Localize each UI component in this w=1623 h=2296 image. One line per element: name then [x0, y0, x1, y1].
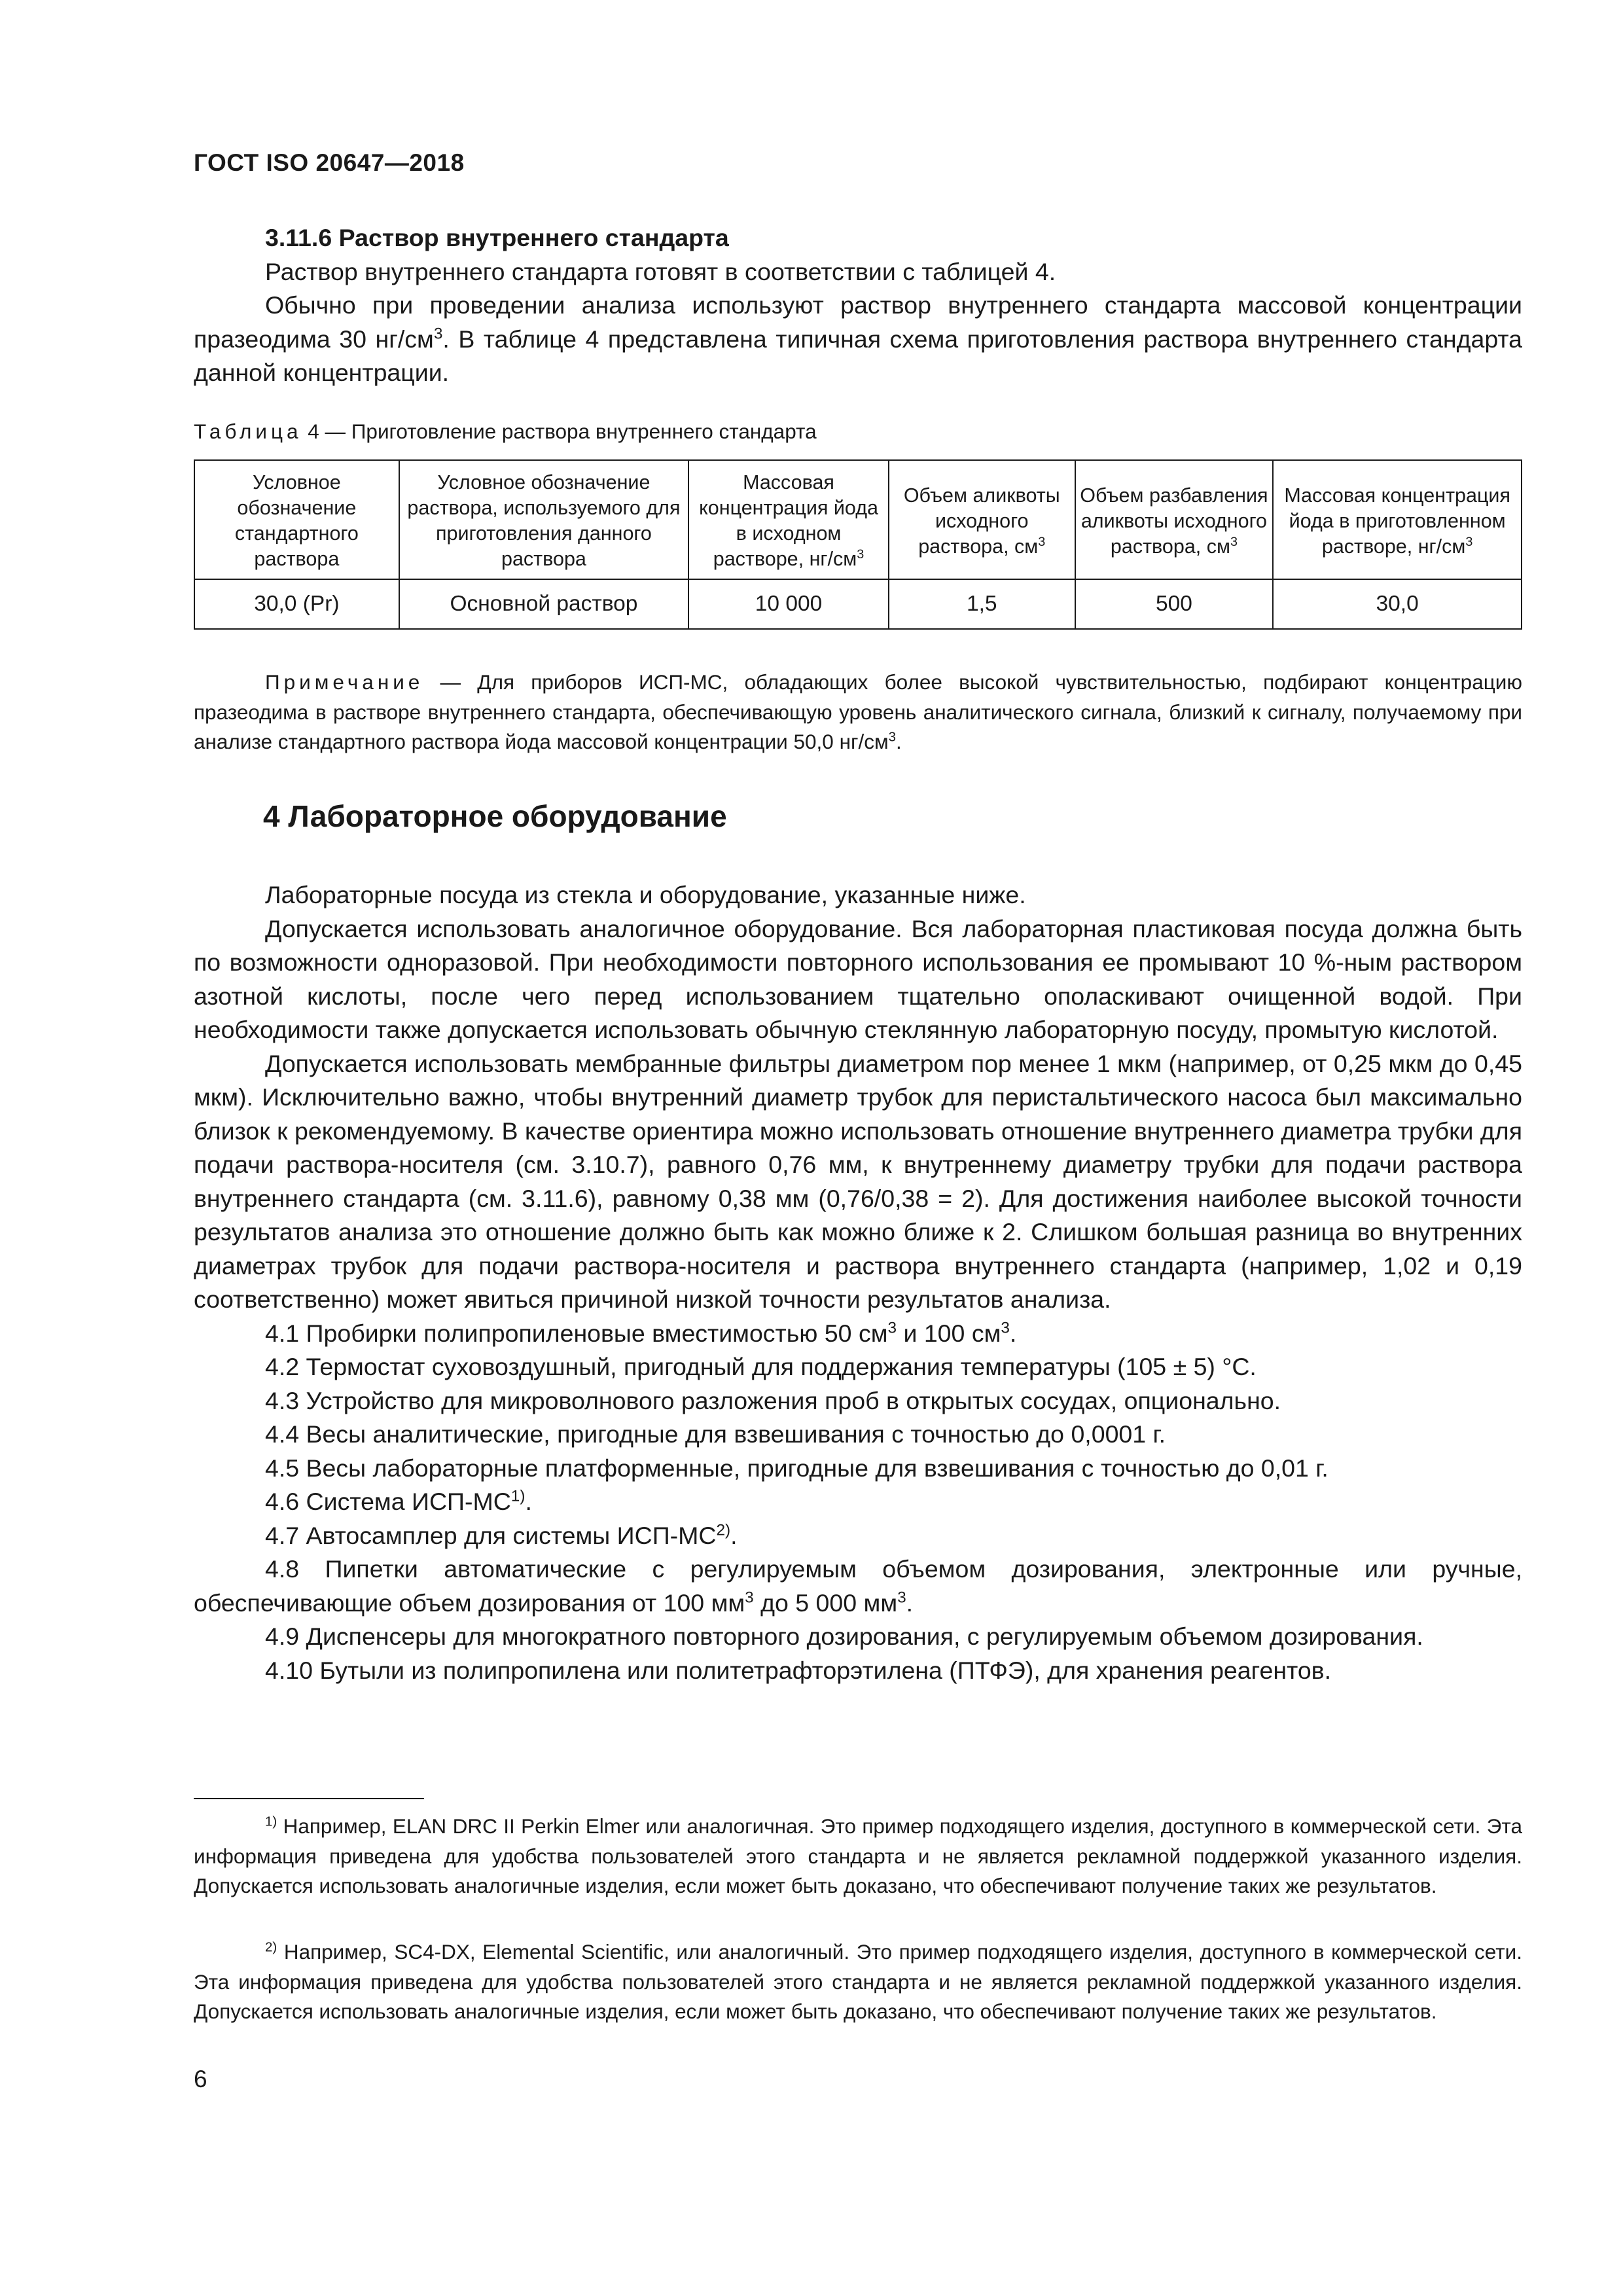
footnote-mark: 1): [265, 1814, 277, 1829]
column-header: Массовая концентрация йода в исходном растворе, $нг/см^3$: [688, 460, 889, 579]
paragraph: Допускается использовать мембранные фильтры диаметром пор менее 1 мкм (например, от 0,25 мкм до 0,45 мкм). Исключительно важно, чтобы внутренний диаметр трубок для перистальтического насоса был максимально близок к рекомендуемому. В качестве ориентира можно использовать отношение внутреннего диаметра трубки для подачи раствора-носителя (см. 3.10.7), равного 0,76 мм, к внутреннему диаметру трубки для подачи раствора внутреннего стандарта (см. 3.11.6), равному 0,38 мм (0,76/0,38 = 2). Для достижения наиболее высокой точности результатов анализа это отношение должно быть как можно ближе к 2. Слишком большая разница во внутренних диаметрах трубок для подачи раствора-носителя и раствора внутреннего стандарта (например, 1,02 и 0,19 соответственно) может явиться причиной низкой точности результатов анализа.: [194, 1049, 1522, 1313]
list-item: 4.1 Пробирки полипропиленовые вместимостью 50 $см^3$ и 100 $см^3$.: [265, 1319, 1017, 1347]
table-note: Примечание — Для приборов ИСП-МС, обладающих более высокой чувствительностью, подбирают концентрацию празеодима в растворе внутреннего стандарта, обеспечивающую уровень аналитического сигнала, близкий к сигналу, получаемому при анализе стандартного раствора йода массовой концентрации 50,0 $нг/см^3$.: [194, 670, 1522, 753]
list-item: 4.3 Устройство для микроволнового разложения проб в открытых сосудах, опционально.: [265, 1386, 1281, 1414]
section-4-body: [194, 878, 1522, 1687]
paragraph: Допускается использовать аналогичное оборудование. Вся лабораторная пластиковая посуда должна быть по возможности одноразовой. При необходимости повторного использования ее промывают 10 %-ным раствором азотной кислоты, после чего перед использованием тщательно ополаскивают очищенной водой. При необходимости также допускается использовать обычную стеклянную лабораторную посуду, промытую кислотой.: [194, 914, 1522, 1043]
paragraph: Раствор внутреннего стандарта готовят в соответствии с таблицей 4.: [265, 257, 1056, 285]
document-page: [194, 0, 1522, 2296]
footnote-ref[interactable]: 2): [716, 1521, 731, 1539]
section-heading: 4 Лабораторное оборудование: [263, 799, 727, 833]
table-caption: Таблица 4 — Приготовление раствора внутреннего стандарта: [194, 420, 817, 443]
list-item: 4.9 Диспенсеры для многократного повторного дозирования, с регулируемым объемом дозирования.: [265, 1623, 1423, 1650]
list-item: 4.4 Весы аналитические, пригодные для взвешивания с точностью до 0,0001 г.: [265, 1420, 1166, 1448]
paragraph: Обычно при проведении анализа используют раствор внутреннего стандарта массовой концентрации празеодима 30 $нг/см^3$. В таблице 4 представлена типичная схема приготовления раствора внутреннего стандарта данной концентрации.: [194, 291, 1523, 386]
footnote: $^{1)}$ Например, ELAN DRC II Perkin Elmer или аналогичная. Это пример подходящего изделия, доступного в коммерческой сети. Эта информация приведена для удобства пользователей этого стандарта и не является рекламной поддержкой указанного изделия. Допускается использовать аналогичные изделия, если может быть доказано, что обеспечивают получение таких же результатов.: [194, 1814, 1522, 1897]
section-title: 3.11.6 Раствор внутреннего стандарта: [265, 224, 729, 251]
column-header: Массовая концентрация йода в приготовленном растворе, $нг/см^3$: [1273, 460, 1522, 579]
footnote-ref[interactable]: 1): [510, 1487, 526, 1505]
table-cell: 500: [1075, 579, 1274, 629]
table-cell: Основной раствор: [399, 579, 688, 629]
list-item: 4.5 Весы лабораторные платформенные, пригодные для взвешивания с точностью до 0,01 г.: [265, 1454, 1329, 1482]
column-header: Объем аликвоты исходного раствора, $см^3$: [889, 460, 1075, 579]
list-item: 4.6 Система ИСП-МС$^{1)}$.: [265, 1487, 532, 1515]
list-item: 4.8 Пипетки автоматические с регулируемым объемом дозирования, электронные или ручные, обеспечивающие объем дозирования от 100 $мм^3$ до 5 000 $мм^3$.: [194, 1555, 1522, 1617]
column-header: Условное обозначение раствора, используемого для приготовления данного раствора: [399, 460, 688, 579]
table-cell: 10 000: [688, 579, 889, 629]
table-header-row: [194, 460, 1522, 579]
paragraph: Лабораторные посуда из стекла и оборудование, указанные ниже.: [265, 881, 1026, 908]
footnote-divider: [194, 1798, 424, 1799]
column-header: Условное обозначение стандартного раствора: [194, 460, 399, 579]
page-number: 6: [194, 2066, 207, 2092]
table-cell: 1,5: [889, 579, 1075, 629]
footnote-mark: 2): [265, 1939, 277, 1955]
table-row: [194, 579, 1522, 629]
section-3-11-6: [194, 221, 1522, 390]
table-cell: 30,0: [1273, 579, 1522, 629]
table-4: [194, 459, 1522, 630]
list-item: 4.7 Автосамплер для системы ИСП-МС$^{2)}$.: [265, 1521, 738, 1549]
column-header: Объем разбавления аликвоты исходного раствора, $см^3$: [1075, 460, 1274, 579]
list-item: 4.2 Термостат суховоздушный, пригодный для поддержания температуры (105 ± 5) °С.: [265, 1353, 1257, 1380]
note-label: Примечание: [265, 670, 424, 694]
document-header: ГОСТ ISO 20647—2018: [194, 149, 465, 176]
table-cell: 30,0 (Pr): [194, 579, 399, 629]
footnote: $^{2)}$ Например, SC4-DX, Elemental Scientific, или аналогичный. Это пример подходящего изделия, доступного в коммерческой сети. Эта информация приведена для удобства пользователей этого стандарта и не является рекламной поддержкой указанного изделия. Допускается использовать аналогичные изделия, если может быть доказано, что обеспечивают получение таких же результатов.: [194, 1939, 1522, 2023]
list-item: 4.10 Бутыли из полипропилена или политетрафторэтилена (ПТФЭ), для хранения реагентов.: [265, 1656, 1332, 1684]
